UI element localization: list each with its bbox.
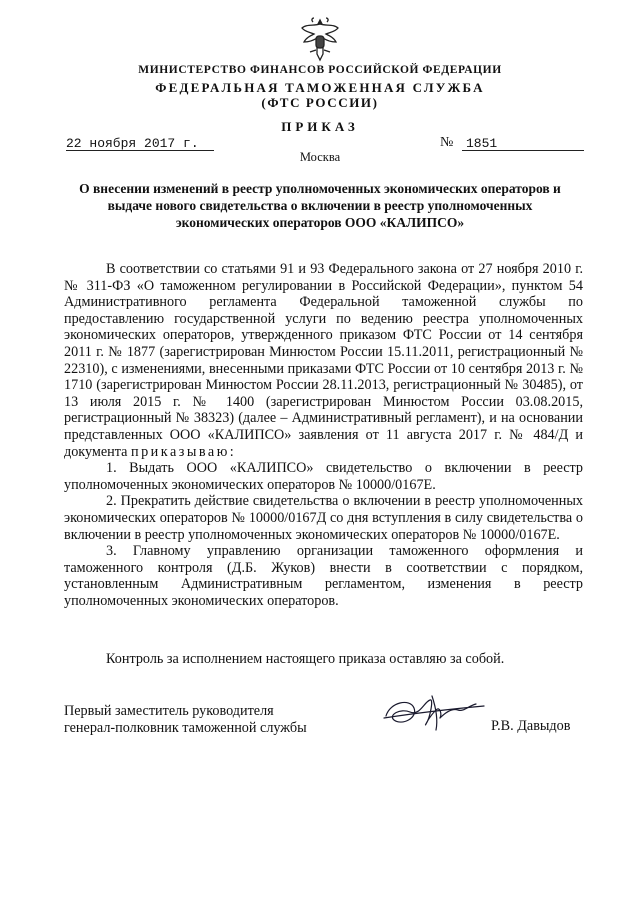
coat-of-arms-icon [296,14,344,64]
service-name: ФЕДЕРАЛЬНАЯ ТАМОЖЕННАЯ СЛУЖБА [155,80,485,95]
ministry-name: МИНИСТЕРСТВО ФИНАНСОВ РОССИЙСКОЙ ФЕДЕРАЦИИ [138,64,502,76]
document-number: 1851 [462,137,584,151]
document-body [64,261,583,609]
document-title: О внесении изменений в реестр уполномоченных экономических операторов и выдаче нового свидетельства о включении в реестр уполномоченных экономических операторов ООО «КАЛИПСО» [79,181,561,230]
control-statement: Контроль за исполнением настоящего приказа оставляю за собой. [106,651,505,667]
preamble-text: В соответствии со статьями 91 и 93 Федерального закона от 27 ноября 2010 г. № 311-ФЗ «О таможенном регулировании в Российской Федерации», пунктом 54 Административного регламента Федеральной таможенной службы по предоставлению государственной услуги по ведению реестра уполномоченных экономических операторов, утвержденного приказом ФТС России от 14 сентября 2011 г. № 1877 (зарегистрирован Минюстом России 15.11.2011, регистрационный № 22310), с изменениями, внесенными приказами ФТС России от 10 сентября 2013 г. № 1710 (зарегистрирован Минюстом России 28.11.2013, регистрационный № 30485), от 13 июля 2015 г. № 1400 (зарегистрирован Минюстом России 03.08.2015, регистрационный № 38323) (далее – Административный регламент), и на основании представленных ООО «КАЛИПСО» заявления от 11 августа 2017 г. № 484/Д и документа [64,261,583,460]
number-sign: № [440,135,454,150]
service-short-name: (ФТС РОССИИ) [261,95,379,110]
order-word: приказываю: [131,443,237,460]
handwritten-signature-icon [380,688,490,738]
signatory-name: Р.В. Давыдов [491,718,571,734]
position-line-1: Первый заместитель руководителя [64,703,274,719]
position-line-2: генерал-полковник таможенной службы [64,720,307,736]
city: Москва [299,150,341,164]
point-1: 1. Выдать ООО «КАЛИПСО» свидетельство о включении в реестр уполномоченных экономических операторов № 10000/0167Е. [64,460,583,493]
signatory-position [64,703,307,737]
point-3: 3. Главному управлению организации таможенного оформления и таможенного контроля (Д.Б. Жуков) внести в соответствии с порядком, установленным Административным регламентом, изменения в реестр уполномоченных экономических операторов. [64,543,583,609]
document-date: 22 ноября 2017 г. [66,137,214,151]
preamble-paragraph [64,261,583,460]
document-type: ПРИКАЗ [281,119,359,134]
point-2: 2. Прекратить действие свидетельства о включении в реестр уполномоченных экономических операторов № 10000/0167Д со дня вступления в силу свидетельства о включении в реестр уполномоченных экономических операторов № 10000/0167Е. [64,493,583,543]
